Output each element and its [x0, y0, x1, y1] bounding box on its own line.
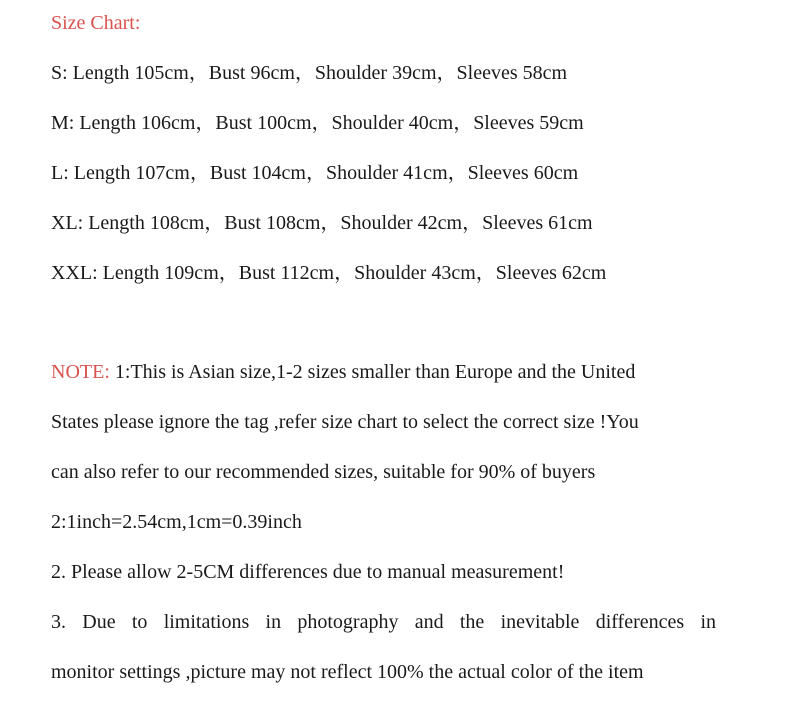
note-line-1 [51, 360, 635, 384]
note-text-1: 1:This is Asian size,1-2 sizes smaller than Europe and the United [109, 361, 636, 383]
size-row-xl: XL: Length 108cm，Bust 108cm，Shoulder 42cm，Sleeves 61cm [51, 212, 593, 234]
note-line-6: 3. Due to limitations in photography and the inevitable differences in [51, 611, 716, 633]
note-line-3: can also refer to our recommended sizes, suitable for 90% of buyers [51, 461, 596, 483]
size-row-xxl: XXL: Length 109cm，Bust 112cm，Shoulder 43cm，Sleeves 62cm [51, 262, 607, 284]
note-line-7: monitor settings ,picture may not reflect 100% the actual color of the item [51, 661, 644, 683]
size-row-l: L: Length 107cm，Bust 104cm，Shoulder 41cm，Sleeves 60cm [51, 162, 579, 184]
size-chart-heading: Size Chart: [51, 12, 141, 34]
note-label: NOTE: [51, 361, 110, 383]
note-line-2: States please ignore the tag ,refer size chart to select the correct size !You [51, 411, 639, 433]
size-row-m: M: Length 106cm，Bust 100cm，Shoulder 40cm，Sleeves 59cm [51, 112, 584, 134]
note-line-4: 2:1inch=2.54cm,1cm=0.39inch [51, 511, 302, 533]
size-row-s: S: Length 105cm，Bust 96cm，Shoulder 39cm，Sleeves 58cm [51, 62, 568, 84]
note-line-5: 2. Please allow 2-5CM differences due to manual measurement! [51, 561, 565, 583]
